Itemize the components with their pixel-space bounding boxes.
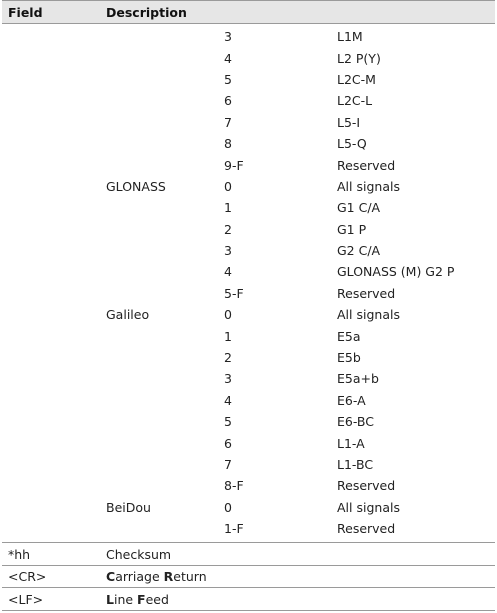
- cell-signal: G2 C/A: [337, 243, 381, 259]
- table-row: [2, 176, 495, 197]
- header-description: Description: [106, 4, 187, 20]
- cell-code: 8-F: [224, 478, 244, 494]
- header-field: Field: [8, 4, 43, 20]
- cell-system: GLONASS: [106, 178, 166, 194]
- cell-code: 8: [224, 136, 232, 152]
- cell-code: 3: [224, 371, 232, 387]
- signal-rows: [2, 24, 495, 542]
- cell-signal: All signals: [337, 178, 400, 194]
- lf-bold-l: L: [106, 591, 114, 607]
- cell-signal: L2C-M: [337, 71, 376, 87]
- cell-signal: All signals: [337, 307, 400, 323]
- cell-signal: L2 P(Y): [337, 50, 381, 66]
- table-row: [2, 432, 495, 453]
- cell-signal: L1-A: [337, 435, 365, 451]
- table-row: [2, 261, 495, 282]
- cell-code: 4: [224, 264, 232, 280]
- cell-code: 6: [224, 435, 232, 451]
- table-row: [2, 26, 495, 47]
- table-row: [2, 112, 495, 133]
- cell-signal: E5a: [337, 328, 361, 344]
- cell-signal: E5b: [337, 350, 361, 366]
- table-row: [2, 518, 495, 539]
- table-row: [2, 154, 495, 175]
- table-row: [2, 475, 495, 496]
- cr-rest-r: eturn: [173, 569, 207, 585]
- cr-bold-c: C: [106, 569, 116, 585]
- cell-signal: G1 C/A: [337, 200, 381, 216]
- table-row: [2, 304, 495, 325]
- cell-signal: G1 P: [337, 221, 367, 237]
- table-row: [2, 69, 495, 90]
- cell-code: 4: [224, 50, 232, 66]
- table-row: [2, 368, 495, 389]
- cell-code: 1: [224, 200, 232, 216]
- table-row: [2, 47, 495, 68]
- cr-bold-r: R: [163, 569, 174, 585]
- cell-system: BeiDou: [106, 499, 151, 515]
- cell-signal: E6-BC: [337, 414, 374, 430]
- cell-signal: E6-A: [337, 392, 366, 408]
- lf-rest-f: eed: [145, 591, 169, 607]
- cell-signal: Reserved: [337, 157, 396, 173]
- cell-signal: E5a+b: [337, 371, 379, 387]
- cell-signal: L5-Q: [337, 136, 367, 152]
- cell-code: 7: [224, 114, 232, 130]
- cell-signal: L1M: [337, 29, 363, 45]
- table-row: [2, 497, 495, 518]
- table-row: [2, 325, 495, 346]
- cell-code: 0: [224, 178, 232, 194]
- cell-code: 2: [224, 221, 232, 237]
- table-row: [2, 454, 495, 475]
- cell-code: 0: [224, 307, 232, 323]
- cr-field: <CR>: [8, 569, 47, 585]
- cell-code: 1-F: [224, 521, 244, 537]
- cr-row: [2, 565, 495, 588]
- cell-code: 3: [224, 243, 232, 259]
- cell-code: 4: [224, 392, 232, 408]
- cell-system: Galileo: [106, 307, 150, 323]
- checksum-field: *hh: [8, 546, 31, 562]
- nmea-field-table: [2, 0, 495, 611]
- lf-field: <LF>: [8, 591, 44, 607]
- cell-signal: Reserved: [337, 521, 396, 537]
- cell-signal: Reserved: [337, 285, 396, 301]
- lf-rest-l: ine: [113, 591, 138, 607]
- cr-description: [106, 569, 207, 584]
- cell-signal: L5-I: [337, 114, 361, 130]
- lf-description: [106, 592, 169, 607]
- checksum-row: [2, 542, 495, 565]
- cell-code: 9-F: [224, 157, 244, 173]
- table-row: [2, 283, 495, 304]
- cell-signal: L1-BC: [337, 457, 374, 472]
- cell-code: 3: [224, 29, 232, 45]
- cell-code: 6: [224, 93, 232, 109]
- table-row: [2, 219, 495, 240]
- lf-row: [2, 587, 495, 611]
- table-row: [2, 240, 495, 261]
- cell-code: 7: [224, 457, 232, 472]
- lf-bold-f: F: [137, 591, 146, 607]
- cell-signal: L2C-L: [337, 93, 373, 109]
- cell-code: 1: [224, 328, 232, 344]
- table-row: [2, 133, 495, 154]
- cell-code: 2: [224, 350, 232, 366]
- table-row: [2, 390, 495, 411]
- cell-code: 5: [224, 71, 232, 87]
- cell-code: 5: [224, 414, 232, 430]
- table-row: [2, 197, 495, 218]
- cell-signal: GLONASS (M) G2 P: [337, 264, 455, 280]
- table-header: [2, 0, 495, 24]
- cell-signal: Reserved: [337, 478, 396, 494]
- cr-rest-c: arriage: [115, 569, 164, 585]
- cell-code: 0: [224, 499, 232, 515]
- table-row: [2, 90, 495, 111]
- cell-code: 5-F: [224, 285, 244, 301]
- table-row: [2, 347, 495, 368]
- table-row: [2, 411, 495, 432]
- checksum-description: Checksum: [106, 546, 172, 562]
- cell-signal: All signals: [337, 499, 400, 515]
